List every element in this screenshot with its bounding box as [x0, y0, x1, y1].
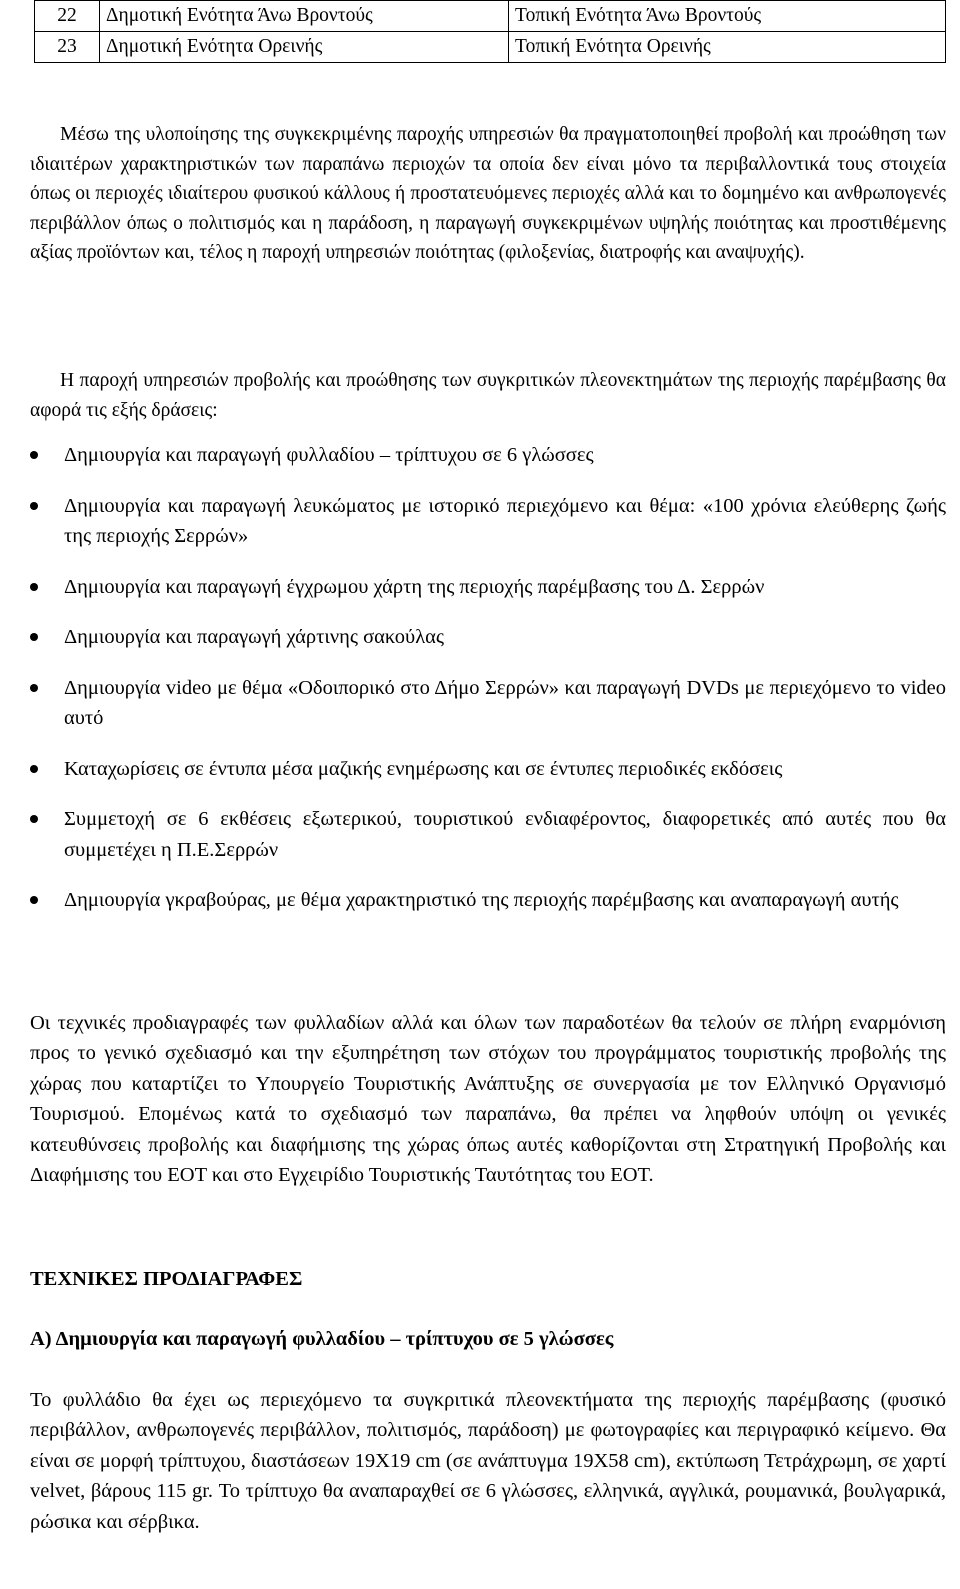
local-unit-cell: Τοπική Ενότητα Ορεινής — [509, 32, 946, 63]
list-item — [30, 622, 946, 653]
list-item — [30, 885, 946, 916]
list-item-text: Δημιουργία και παραγωγή έγχρωμου χάρτη της περιοχής παρέμβασης του Δ. Σερρών — [64, 575, 765, 598]
bullet-icon — [30, 684, 38, 692]
bullet-icon — [30, 451, 38, 459]
specifications-paragraph: Οι τεχνικές προδιαγραφές των φυλλαδίων αλλά και όλων των παραδοτέων θα τελούν σε πλήρη εναρμόνιση προς το γενικό σχεδιασμό και την εξυπηρέτηση των στόχων του προγράμματος τουριστικής προβολής της χώρας που καταρτίζει το Υπουργείο Τουριστικής Ανάπτυξης σε συνεργασία με τον Ελληνικό Οργανισμό Τουρισμού. Επομένως κατά το σχεδιασμό των παραπάνω, θα πρέπει να ληφθούν υπόψη οι γενικές κατευθύνσεις προβολής και διαφήμισης της χώρας όπως αυτές καθορίζονται στη Στρατηγική Προβολής και Διαφήμισης του ΕΟΤ και στο Εγχειρίδιο Τουριστικής Ταυτότητας του ΕΟΤ. — [30, 1012, 946, 1187]
list-item — [30, 754, 946, 785]
actions-intro-paragraph: Η παροχή υπηρεσιών προβολής και προώθησης των συγκριτικών πλεονεκτημάτων της περιοχής παρέμβασης θα αφορά τις εξής δράσεις: — [30, 370, 946, 421]
subsection-heading: Α) Δημιουργία και παραγωγή φυλλαδίου – τρίπτυχου σε 5 γλώσσες — [30, 1328, 614, 1350]
municipal-unit-cell: Δημοτική Ενότητα Ορεινής — [100, 32, 509, 63]
list-item — [30, 440, 946, 471]
bullet-icon — [30, 815, 38, 823]
local-unit-cell: Τοπική Ενότητα Άνω Βροντούς — [509, 1, 946, 32]
table-row — [35, 32, 946, 63]
bullet-icon — [30, 765, 38, 773]
list-item-text: Δημιουργία και παραγωγή λευκώματος με ιστορικό περιεχόμενο και θέμα: «100 χρόνια ελεύθερης ζωής της περιοχής Σερρών» — [64, 494, 946, 547]
section-heading: ΤΕΧΝΙΚΕΣ ΠΡΟΔΙΑΓΡΑΦΕΣ — [30, 1268, 303, 1290]
bullet-icon — [30, 633, 38, 641]
list-item-text: Δημιουργία και παραγωγή χάρτινης σακούλας — [64, 626, 445, 648]
brochure-paragraph: Το φυλλάδιο θα έχει ως περιεχόμενο τα συγκριτικά πλεονεκτήματα της περιοχής παρέμβασης (φυσικό περιβάλλον, ανθρωπογενές περιβάλλον, πολιτισμός, παράδοση) με φωτογραφίες και περιγραφικό κείμενο. Θα είναι σε μορφή τρίπτυχου, διαστάσεων 19Χ19 cm (σε ανάπτυγμα 19Χ58 cm), εκτύπωση Τετράχρωμη, σε χαρτί velvet, βάρους 115 gr. Το τρίπτυχο θα αναπαραχθεί σε 6 γλώσσες, ελληνικά, αγγλικά, ρουμανικά, βουλγαρικά, ρώσικα και σέρβικα. — [30, 1389, 946, 1533]
municipal-unit-cell: Δημοτική Ενότητα Άνω Βροντούς — [100, 1, 509, 32]
regions-table — [34, 0, 946, 63]
row-number: 23 — [35, 32, 100, 63]
row-number: 22 — [35, 1, 100, 32]
table-row — [35, 1, 946, 32]
list-item — [30, 804, 946, 865]
intro-paragraph: Μέσω της υλοποίησης της συγκεκριμένης παροχής υπηρεσιών θα πραγματοποιηθεί προβολή και προώθηση των ιδιαιτέρων χαρακτηριστικών των παραπάνω περιοχών τα οποία δεν είναι μόνο τα περιβαλλοντικά τους στοιχεία όπως οι περιοχές ιδιαίτερου φυσικού κάλλους ή προστατευόμενες περιοχές αλλά και το δομημένο και ανθρωπογενές περιβάλλον όπως ο πολιτισμός και η παράδοση, η παραγωγή συγκεκριμένων υψηλής ποιότητας και προστιθέμενης αξίας προϊόντων και, τέλος η παροχή υπηρεσιών ποιότητας (φιλοξενίας, διατροφής και αναψυχής). — [30, 124, 946, 263]
bullet-icon — [30, 583, 38, 591]
bullet-icon — [30, 502, 38, 510]
list-item-text: Συμμετοχή σε 6 εκθέσεις εξωτερικού, τουριστικού ενδιαφέροντος, διαφορετικές από αυτές που θα συμμετέχει η Π.Ε.Σερρών — [64, 808, 946, 861]
list-item-text: Δημιουργία και παραγωγή φυλλαδίου – τρίπτυχου σε 6 γλώσσες — [64, 444, 594, 466]
actions-list — [30, 440, 946, 916]
list-item — [30, 572, 946, 603]
list-item — [30, 491, 946, 552]
bullet-icon — [30, 896, 38, 904]
list-item-text: Καταχωρίσεις σε έντυπα μέσα μαζικής ενημέρωσης και σε έντυπες περιοδικές εκδόσεις — [64, 757, 783, 780]
list-item — [30, 673, 946, 734]
list-item-text: Δημιουργία video με θέμα «Οδοιπορικό στο Δήμο Σερρών» και παραγωγή DVDs με περιεχόμενο το video αυτό — [64, 676, 946, 729]
list-item-text: Δημιουργία γκραβούρας, με θέμα χαρακτηριστικό της περιοχής παρέμβασης και αναπαραγωγή αυτής — [64, 889, 899, 911]
